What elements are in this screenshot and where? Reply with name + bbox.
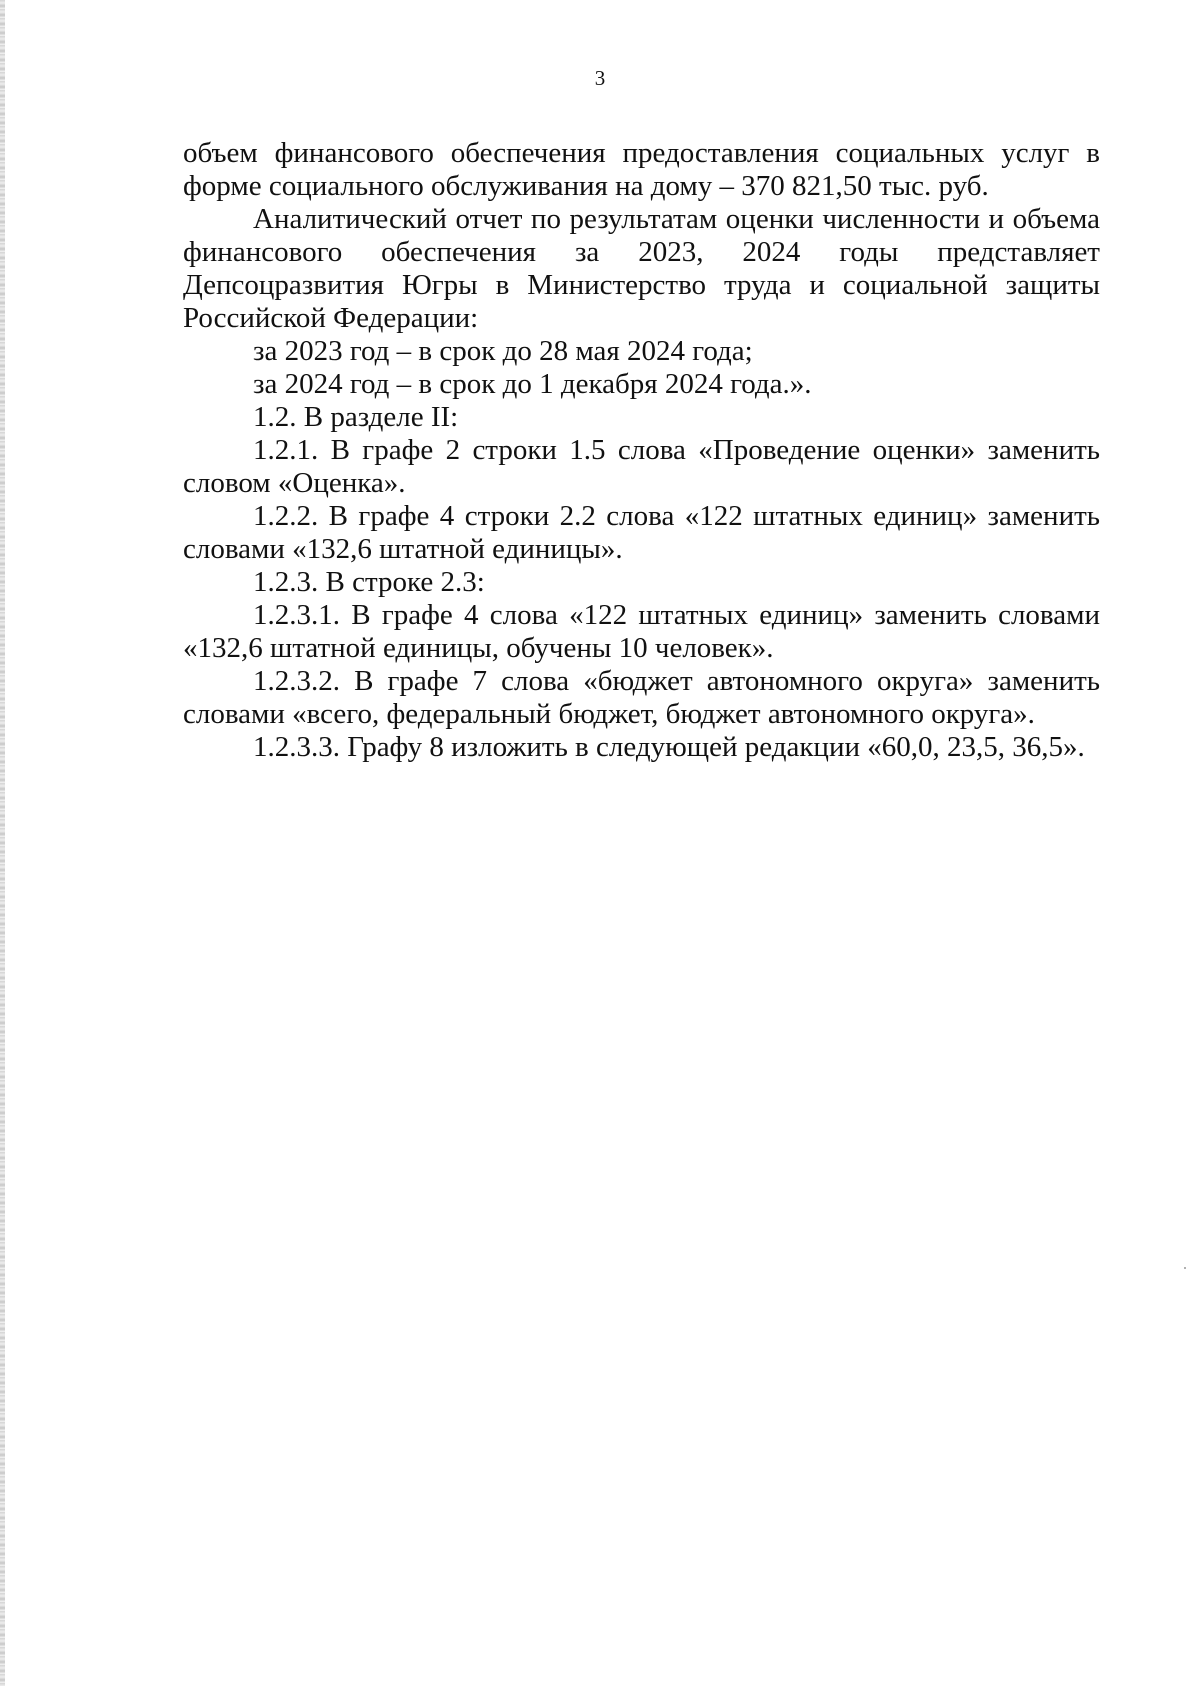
paragraph-item-1-2-3-1: 1.2.3.1. В графе 4 слова «122 штатных единиц» заменить словами «132,6 штатной единицы, обучены 10 человек». xyxy=(183,599,1100,664)
paragraph-section-ii: 1.2. В разделе II: xyxy=(253,401,459,433)
document-body xyxy=(183,137,1100,764)
page-number: 3 xyxy=(594,66,606,90)
paragraph-deadline-2024: за 2024 год – в срок до 1 декабря 2024 года.». xyxy=(253,368,812,400)
paragraph-continuation: объем финансового обеспечения предоставления социальных услуг в форме социального обслуживания на дому – 370 821,50 тыс. руб. xyxy=(183,137,1100,202)
paragraph-item-1-2-3: 1.2.3. В строке 2.3: xyxy=(253,566,485,598)
scan-edge xyxy=(0,0,5,1686)
scan-speck xyxy=(1184,1267,1186,1269)
paragraph-item-1-2-1: 1.2.1. В графе 2 строки 1.5 слова «Проведение оценки» заменить словом «Оценка». xyxy=(183,434,1100,499)
paragraph-item-1-2-2: 1.2.2. В графе 4 строки 2.2 слова «122 штатных единиц» заменить словами «132,6 штатной единицы». xyxy=(183,500,1100,565)
paragraph-item-1-2-3-2: 1.2.3.2. В графе 7 слова «бюджет автономного округа» заменить словами «всего, федеральный бюджет, бюджет автономного округа». xyxy=(183,665,1100,730)
paragraph-deadline-2023: за 2023 год – в срок до 28 мая 2024 года; xyxy=(253,335,753,367)
paragraph-item-1-2-3-3: 1.2.3.3. Графу 8 изложить в следующей редакции «60,0, 23,5, 36,5». xyxy=(253,731,1085,763)
paragraph-analytical-report: Аналитический отчет по результатам оценки численности и объема финансового обеспечения за 2023, 2024 годы представляет Депсоцразвития Югры в Министерство труда и социальной защиты Российской Федерации: xyxy=(183,203,1100,334)
